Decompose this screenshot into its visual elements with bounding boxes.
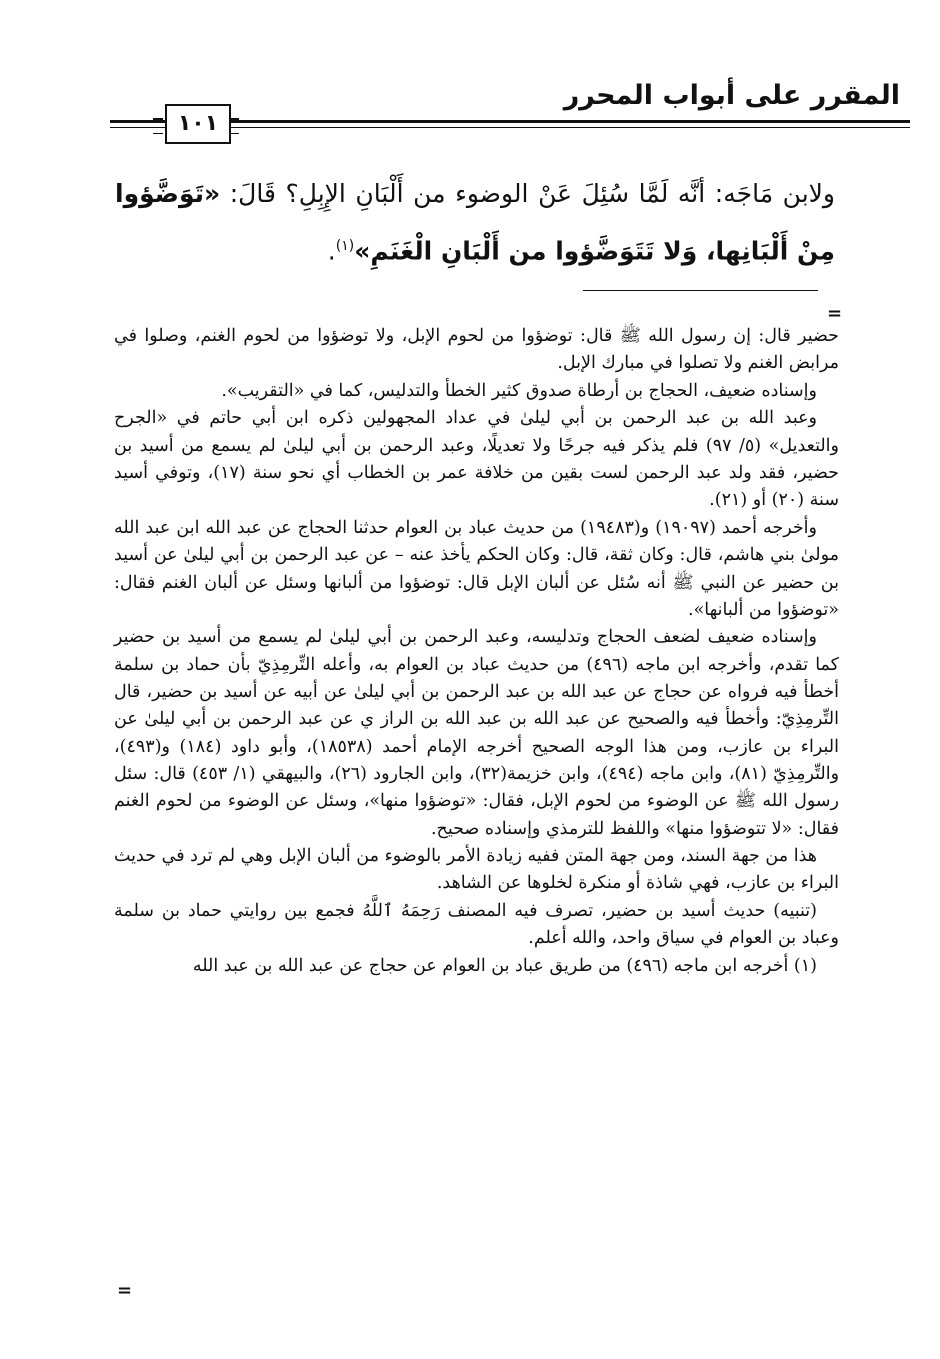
page-box-tick-left xyxy=(153,118,163,134)
footnotes xyxy=(114,323,839,981)
footnote-paragraph: وإسناده ضعيف لضعف الحجاج وتدليسه، وعبد الرحمن بن أبي ليلىٰ لم يسمع من أسيد بن حضير كما تقدم، وأخرجه ابن ماجه (٤٩٦) من حديث عباد بن العوام به، وأعله التِّرمِذِيّ بأن حماد بن سلمة أخطأ فيه فرواه عن حجاج عن عبد الله بن عبد الرحمن بن أبي ليلىٰ عن أبيه عن أسيد بن حضير، قال التِّرمِذِيّ: وأخطأ فيه والصحيح عن عبد الله بن عبد الله بن الراز ي عن عبد الرحمن بن أبي ليلىٰ عن البراء بن عازب، ومن هذا الوجه الصحيح أخرجه الإمام أحمد (١٨٥٣٨)، وأبو داود (١٨٤) و(٤٩٣)، والتِّرمِذِيّ (٨١)، وابن ماجه (٤٩٤)، وابن خزيمة(٣٢)، وابن الجارود (٢٦)، والبيهقي (١/ ٤٥٣) قال: سئل رسول الله ﷺ عن الوضوء من لحوم الإبل، فقال: «توضؤوا منها»، وسئل عن الوضوء من لحوم الغنم فقال: «لا تتوضؤوا منها» واللفظ للترمذي وإسناده صحيح. xyxy=(114,627,840,839)
footnote-paragraph: وإسناده ضعيف، الحجاج بن أرطاة صدوق كثير الخطأ والتدليس، كما في «التقريب». xyxy=(221,380,817,401)
hadith-text xyxy=(115,168,835,277)
page-header xyxy=(110,80,910,150)
footnote-paragraph: حضير قال: إن رسول الله ﷺ قال: توضؤوا من لحوم الإبل، ولا توضؤوا من لحوم الغنم، وصلوا في مرابض الغنم ولا تصلوا في مبارك الإبل. xyxy=(114,326,839,374)
hadith-end: . xyxy=(327,236,336,266)
hadith-quote: «تَوَضَّؤوا مِنْ أَلْبَانِها، وَلا تَتَوَضَّؤوا من أَلْبَانِ الْغَنَمِ» xyxy=(115,179,835,266)
footnote-paragraph: (تنبيه) حديث أسيد بن حضير، تصرف فيه المصنف رَحِمَهُ ٱللَّهُ فجمع بين روايتي حماد بن سلمة وعباد بن العوام في سياق واحد، والله أعلم. xyxy=(114,901,839,949)
footnote-paragraph: وعبد الله بن عبد الرحمن بن أبي ليلىٰ في عداد المجهولين ذكره ابن أبي حاتم في «الجرح والتعديل» (٥/ ٩٧) فلم يذكر فيه جرحًا ولا تعديلًا، وعبد الرحمن بن أبي ليلىٰ لم يسمع من أسيد بن حضير، فقد ولد عبد الرحمن لست بقين من خلافة عمر بن الخطاب أي نحو سنة (١٧)، وتوفي أسيد سنة (٢٠) أو (٢١). xyxy=(114,408,839,511)
footnote-separator xyxy=(583,290,818,291)
footnote-paragraph: وأخرجه أحمد (١٩٠٩٧) و(١٩٤٨٣) من حديث عباد بن العوام حدثنا الحجاج عن عبد الله ابن عبد الله مولىٰ بني هاشم، قال: وكان ثقة، قال: وكان الحكم يأخذ عنه – عن عبد الرحمن بن أبي ليلىٰ عن أسيد بن حضير عن النبي ﷺ أنه سُئل عن ألبان الإبل قال: توضؤوا من ألبانها وسئل عن ألبان الغنم فقال: «توضؤوا من ألبانها». xyxy=(114,517,839,620)
footnote-paragraph: هذا من جهة السند، ومن جهة المتن ففيه زيادة الأمر بالوضوء من ألبان الإبل وهي لم ترد في حديث البراء بن عازب، فهي شاذة أو منكرة لخلوها عن الشاهد. xyxy=(114,846,839,894)
continuation-mark-top: = xyxy=(827,303,843,324)
footnote-1: (١) أخرجه ابن ماجه (٤٩٦) من طريق عباد بن العوام عن حجاج عن عبد الله بن عبد الله xyxy=(192,955,817,976)
page-number: ١٠١ xyxy=(165,104,231,144)
hadith-lead: ولابن مَاجَه: أنَّه لَمَّا سُئِلَ عَنْ الوضوء من أَلْبَانِ الإِبِلِ؟ قَالَ: xyxy=(220,179,835,208)
running-title: المقرر على أبواب المحرر xyxy=(563,80,900,111)
footnote-ref[interactable]: (١) xyxy=(335,238,355,254)
continuation-mark-bottom: = xyxy=(117,1280,133,1301)
